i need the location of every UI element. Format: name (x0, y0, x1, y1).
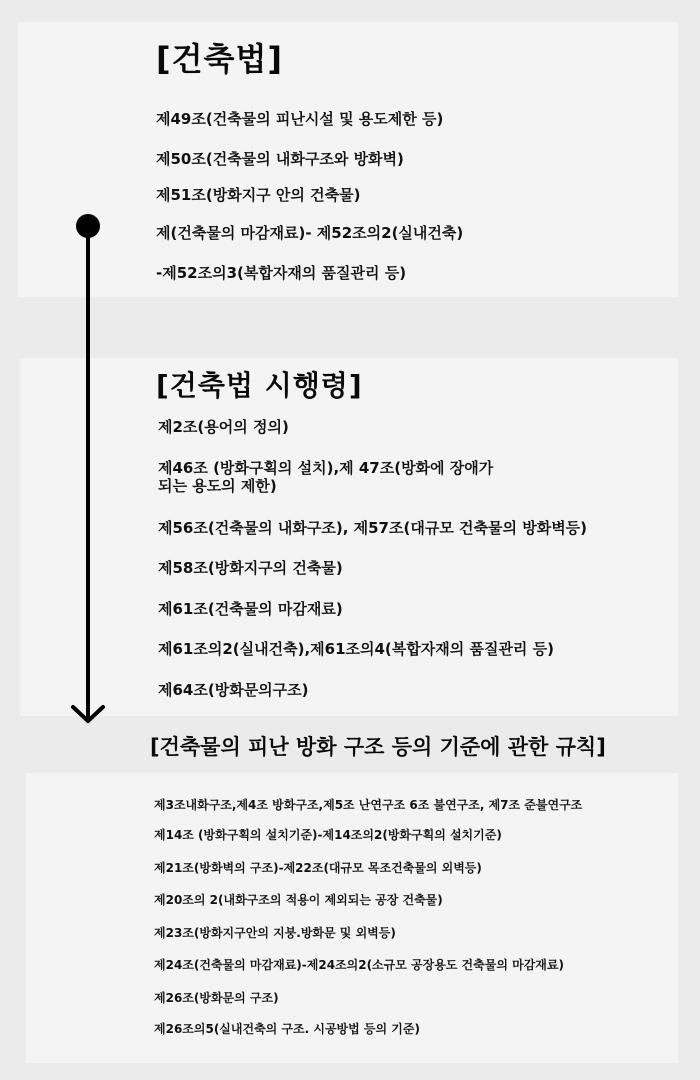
list-item: 제26조의5(실내건축의 구조. 시공방법 등의 기준) (154, 1022, 420, 1036)
list-item: 제26조(방화문의 구조) (154, 991, 279, 1005)
list-item: 제50조(건축물의 내화구조와 방화벽) (156, 150, 404, 168)
list-item: 제49조(건축물의 피난시설 및 용도제한 등) (156, 110, 444, 128)
list-item: -제52조의3(복합자재의 품질관리 등) (156, 264, 407, 282)
list-item: 제20조의 2(내화구조의 적용이 제외되는 공장 건축물) (154, 893, 443, 907)
list-item: 제61조(건축물의 마감재료) (158, 600, 343, 618)
section-heading: [건축물의 피난 방화 구조 등의 기준에 관한 규칙] (150, 735, 606, 759)
list-item: 제3조내화구조,제4조 방화구조,제5조 난연구조 6조 불연구조, 제7조 준불연구조 (154, 798, 583, 812)
list-item: 제64조(방화문의구조) (158, 681, 309, 699)
list-item: 제51조(방화지구 안의 건축물) (156, 186, 361, 204)
list-item: 제23조(방화지구안의 지붕.방화문 및 외벽등) (154, 926, 396, 940)
timeline-start-dot (76, 214, 100, 238)
list-item: 제61조의2(실내건축),제61조의4(복합자재의 품질관리 등) (158, 640, 554, 658)
list-item: 제56조(건축물의 내화구조), 제57조(대규모 건축물의 방화벽등) (158, 519, 588, 537)
list-item: 제(건축물의 마감재료)- 제52조의2(실내건축) (156, 224, 464, 242)
list-item: 제14조 (방화구획의 설치기준)-제14조의2(방화구획의 설치기준) (154, 828, 502, 842)
list-item: 제21조(방화벽의 구조)-제22조(대규모 목조건축물의 외벽등) (154, 861, 482, 875)
list-item: 제58조(방화지구의 건축물) (158, 559, 343, 577)
section-heading: [건축법 시행령] (156, 369, 363, 402)
section-heading: [건축법] (156, 40, 283, 78)
list-item: 제24조(건축물의 마감재료)-제24조의2(소규모 공장용도 건축물의 마감재료) (154, 958, 564, 972)
list-item: 제2조(용어의 정의) (158, 418, 289, 436)
list-item: 제46조 (방화구획의 설치),제 47조(방화에 장애가 되는 용도의 제한) (158, 459, 494, 495)
